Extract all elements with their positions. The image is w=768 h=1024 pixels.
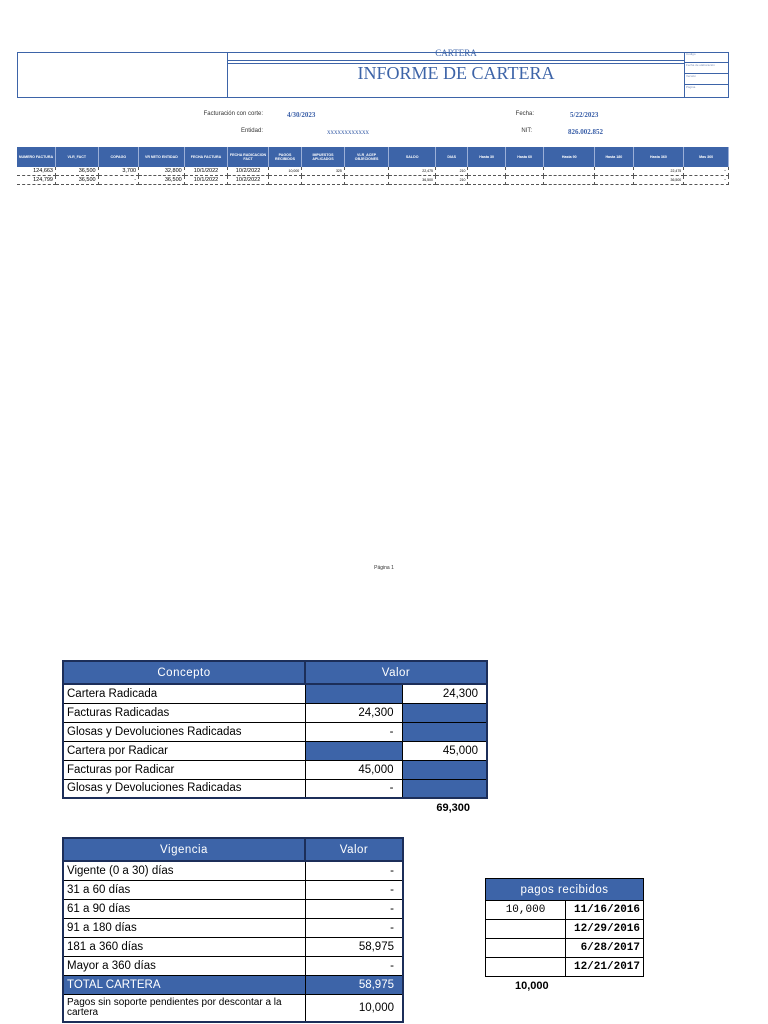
pago-amount: 10,000 (486, 901, 566, 920)
valor-header: Valor (305, 838, 403, 861)
table-cell: - (684, 176, 729, 185)
concepto-mid-value: - (305, 722, 402, 741)
valor-header: Valor (305, 661, 487, 684)
pago-date: 12/21/2017 (566, 958, 644, 977)
concepto-label: Glosas y Devoluciones Radicadas (63, 722, 305, 741)
vigencia-value: - (305, 956, 403, 975)
facturacion-label: Facturación con corte: (203, 111, 263, 117)
vigencia-value: 58,975 (305, 937, 403, 956)
pagos-header: pagos recibidos (486, 879, 644, 901)
header-control-cell: Fecha de elaboración (685, 63, 729, 74)
vigencia-row (63, 918, 403, 937)
entidad-value: xxxxxxxxxxxx (327, 128, 369, 136)
nit-label: NIT: (521, 128, 532, 134)
concepto-right-value: 45,000 (402, 741, 487, 760)
vigencia-label: 91 a 180 días (63, 918, 305, 937)
vigencia-value: - (305, 918, 403, 937)
table-cell: 10/2/2022 (228, 176, 269, 185)
column-header: Hasta 180 (595, 147, 634, 167)
column-header: IMPUESTOS APLICADOS (302, 147, 345, 167)
table-cell (468, 167, 506, 176)
logo-area (17, 52, 228, 98)
table-cell (468, 176, 506, 185)
entidad-label: Entidad: (240, 128, 263, 134)
concepto-row (63, 779, 487, 798)
column-header: VLR_FACT (56, 147, 99, 167)
vigencia-value: - (305, 880, 403, 899)
concepto-right-value (402, 779, 487, 798)
table-cell: 325 (302, 167, 345, 176)
table-cell: 10/1/2022 (184, 176, 228, 185)
fecha-label: Fecha: (515, 111, 534, 117)
vigencia-label: 31 a 60 días (63, 880, 305, 899)
column-header: SALDO (389, 147, 436, 167)
column-header: PAGOS RECIBIDOS (268, 147, 301, 167)
concepto-total: 69,300 (436, 802, 470, 814)
concepto-label: Cartera por Radicar (63, 741, 305, 760)
pago-date: 11/16/2016 (566, 901, 644, 920)
table-cell (595, 167, 634, 176)
pago-amount (486, 920, 566, 939)
vigencia-row (63, 956, 403, 975)
vigencia-value: - (305, 899, 403, 918)
total-cartera-row (63, 975, 403, 994)
vigencia-row (63, 899, 403, 918)
facturacion-value: 4/30/2023 (287, 111, 316, 119)
concepto-mid-value (305, 741, 402, 760)
column-header: DIAS (436, 147, 468, 167)
table-cell (544, 176, 595, 185)
concepto-label: Facturas Radicadas (63, 703, 305, 722)
vigencia-row (63, 880, 403, 899)
concepto-row (63, 703, 487, 722)
column-header: FECHA RADICACION FACT (228, 147, 269, 167)
concepto-mid-value: 24,300 (305, 703, 402, 722)
table-cell: 22,475 (633, 167, 684, 176)
table-cell: 32,800 (139, 167, 185, 176)
total-cartera-value: 58,975 (305, 975, 403, 994)
header-cartera-label: CARTERA (435, 48, 477, 58)
pagos-sin-soporte-row (63, 994, 403, 1022)
concepto-label: Glosas y Devoluciones Radicadas (63, 779, 305, 798)
table-cell: 36,500 (139, 176, 185, 185)
vigencia-label: Mayor a 360 días (63, 956, 305, 975)
vigencia-value: - (305, 861, 403, 880)
concepto-right-value (402, 722, 487, 741)
table-cell: 10/2/2022 (228, 167, 269, 176)
concepto-header: Concepto (63, 661, 305, 684)
column-header: NUMERO FACTURA (17, 147, 56, 167)
pago-date: 12/29/2016 (566, 920, 644, 939)
concepto-mid-value (305, 684, 402, 703)
vigencia-label: 61 a 90 días (63, 899, 305, 918)
column-header: Hasta 60 (505, 147, 544, 167)
concepto-row (63, 741, 487, 760)
header-control-cells (684, 52, 729, 98)
page-number: Página 1 (374, 565, 394, 571)
table-cell: - (684, 167, 729, 176)
report-title: INFORME DE CARTERA (357, 63, 555, 83)
nit-value: 826.002.852 (568, 128, 603, 136)
table-cell: 10/1/2022 (184, 167, 228, 176)
table-cell: 124,663 (17, 167, 56, 176)
table-cell (544, 167, 595, 176)
pago-amount (486, 958, 566, 977)
concepto-mid-value: 45,000 (305, 760, 402, 779)
table-header-row (17, 147, 729, 167)
table-cell (595, 176, 634, 185)
concepto-row (63, 760, 487, 779)
concepto-label: Cartera Radicada (63, 684, 305, 703)
concepto-label: Facturas por Radicar (63, 760, 305, 779)
pagos-row (486, 920, 644, 939)
cartera-table (17, 147, 729, 185)
table-cell: 36,500 (389, 176, 436, 185)
table-cell: 10,000 (268, 167, 301, 176)
header-control-cell: Página (686, 85, 696, 89)
vigencia-table (62, 837, 404, 1023)
pago-amount (486, 939, 566, 958)
fecha-value: 5/22/2023 (570, 111, 599, 119)
table-cell: 124,799 (17, 176, 56, 185)
total-cartera-label: TOTAL CARTERA (63, 975, 305, 994)
table-cell: 36,500 (633, 176, 684, 185)
table-cell: 210 (436, 176, 468, 185)
table-cell: - (98, 176, 139, 185)
column-header: VR NETO ENTIDAD (139, 147, 185, 167)
column-header: COPAGO (98, 147, 139, 167)
table-cell: 3,700 (98, 167, 139, 176)
pagos-sin-soporte-label: Pagos sin soporte pendientes por descontar a la cartera (63, 994, 305, 1022)
vigencia-label: 181 a 360 días (63, 937, 305, 956)
concepto-right-value: 24,300 (402, 684, 487, 703)
header-control-cell: Código (685, 52, 729, 63)
table-row (17, 167, 729, 176)
table-cell (505, 167, 544, 176)
pagos-sin-soporte-value: 10,000 (305, 994, 403, 1022)
concepto-row (63, 684, 487, 703)
concepto-right-value (402, 703, 487, 722)
table-cell (344, 167, 389, 176)
table-cell (344, 176, 389, 185)
column-header: Hasta 90 (544, 147, 595, 167)
table-cell (268, 176, 301, 185)
column-header: VLR_ACEP OBJECIONES (344, 147, 389, 167)
concepto-table (62, 660, 488, 799)
concepto-row (63, 722, 487, 741)
table-cell: 36,500 (56, 167, 99, 176)
vigencia-label: Vigente (0 a 30) días (63, 861, 305, 880)
vigencia-row (63, 937, 403, 956)
header-divider (228, 60, 684, 61)
pagos-total: 10,000 (515, 980, 549, 992)
vigencia-row (63, 861, 403, 880)
pagos-recibidos-table (485, 878, 644, 977)
header-control-cell: Versión (685, 74, 729, 85)
table-cell: 210 (436, 167, 468, 176)
vigencia-header: Vigencia (63, 838, 305, 861)
pagos-row (486, 901, 644, 920)
table-cell: 22,475 (389, 167, 436, 176)
column-header: FECHA FACTURA (184, 147, 228, 167)
pagos-row (486, 939, 644, 958)
column-header: Mas 360 (684, 147, 729, 167)
table-cell: 36,500 (56, 176, 99, 185)
concepto-right-value (402, 760, 487, 779)
table-cell (505, 176, 544, 185)
column-header: Hasta 30 (468, 147, 506, 167)
table-cell (302, 176, 345, 185)
table-row (17, 176, 729, 185)
concepto-mid-value: - (305, 779, 402, 798)
pagos-row (486, 958, 644, 977)
pago-date: 6/28/2017 (566, 939, 644, 958)
column-header: Hasta 360 (633, 147, 684, 167)
